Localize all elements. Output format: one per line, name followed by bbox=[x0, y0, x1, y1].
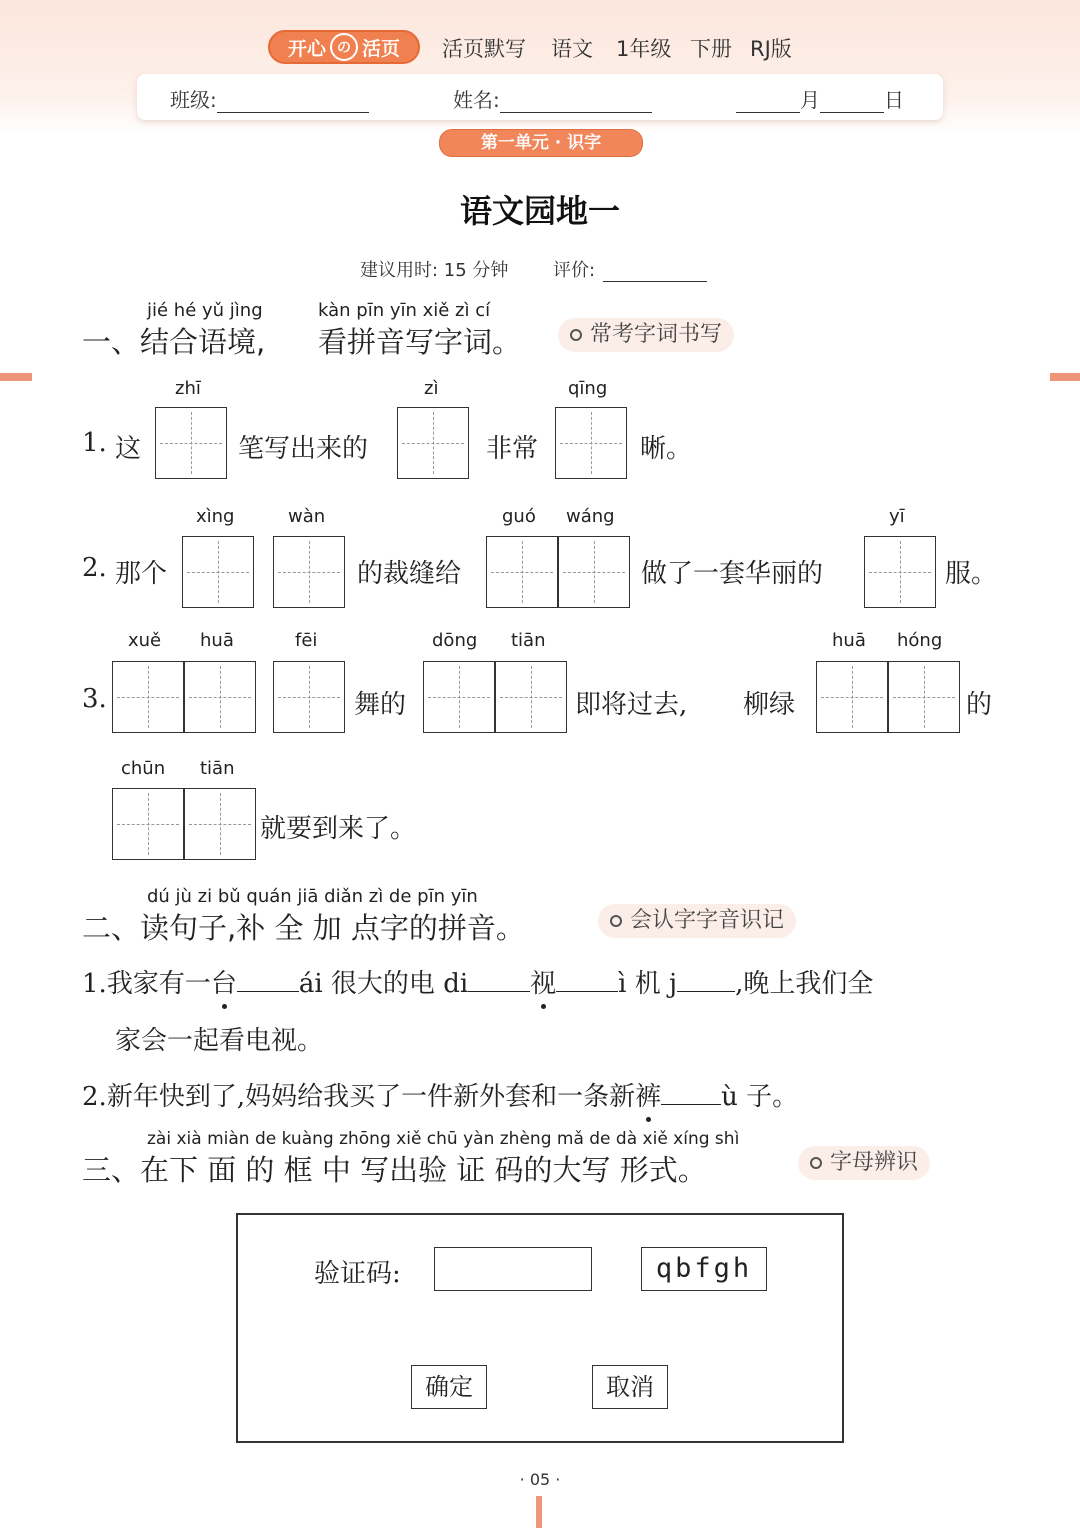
tianzige-box[interactable] bbox=[155, 407, 227, 479]
class-blank[interactable] bbox=[217, 90, 369, 113]
tianzige-box[interactable] bbox=[273, 661, 345, 733]
q2-text: 的裁缝给 bbox=[357, 559, 462, 589]
tag-dot-icon bbox=[610, 915, 622, 927]
q1-text: 这 bbox=[115, 434, 142, 464]
q3-text: 即将过去, bbox=[575, 690, 688, 720]
tianzige-box[interactable] bbox=[423, 661, 495, 733]
captcha-code: qbfgh bbox=[641, 1247, 767, 1291]
confirm-button[interactable]: 确定 bbox=[411, 1365, 487, 1409]
captcha-input[interactable] bbox=[434, 1247, 592, 1291]
section2-heading-pinyin: dú jù zi bǔ quán jiā diǎn zì de pīn yīn bbox=[147, 886, 478, 907]
section2-tag-label: 会认字字音识记 bbox=[630, 908, 785, 933]
name-label: 姓名: bbox=[453, 88, 500, 112]
q1-number: 1. bbox=[82, 428, 107, 458]
q3-text: 的 bbox=[966, 690, 993, 720]
dotted-char: 视 bbox=[530, 969, 557, 999]
s2-q2-line bbox=[82, 1076, 798, 1113]
edition: RJ版 bbox=[750, 37, 792, 61]
rating-label: 评价: bbox=[553, 260, 596, 281]
tianzige-box[interactable] bbox=[888, 661, 960, 733]
q2-number: 2. bbox=[82, 553, 107, 583]
class-label: 班级: bbox=[170, 88, 217, 112]
s2-q1-line2: 家会一起看电视。 bbox=[115, 1026, 324, 1056]
pinyin-label: fēi bbox=[295, 630, 318, 651]
tianzige-box[interactable] bbox=[555, 407, 627, 479]
tianzige-box[interactable] bbox=[816, 661, 888, 733]
q3-number: 3. bbox=[82, 684, 107, 714]
section3-heading-pinyin: zài xià miàn de kuàng zhōng xiě chū yàn zhèng mǎ de dà xiě xíng shì bbox=[147, 1129, 740, 1149]
pinyin-label: zhī bbox=[175, 378, 201, 399]
tianzige-box[interactable] bbox=[486, 536, 558, 608]
section3-heading: 三、在下 面 的 框 中 写出验 证 码的大写 形式。 bbox=[82, 1153, 707, 1187]
q2-text: 那个 bbox=[115, 559, 168, 589]
q1-text: 非常 bbox=[486, 434, 539, 464]
unit-badge: 第一单元 · 识字 bbox=[439, 129, 643, 157]
day-blank[interactable] bbox=[820, 90, 884, 113]
page-title: 语文园地一 bbox=[459, 192, 620, 230]
pinyin-blank[interactable] bbox=[661, 1080, 721, 1105]
pinyin-label: xìng bbox=[196, 506, 235, 527]
captcha-label: 验证码: bbox=[314, 1259, 401, 1289]
pinyin-label: zì bbox=[424, 378, 439, 399]
class-field bbox=[170, 84, 369, 113]
name-blank[interactable] bbox=[500, 90, 652, 113]
pinyin-label: guó bbox=[502, 506, 536, 527]
tag-dot-icon bbox=[810, 1157, 822, 1169]
pinyin-blank[interactable] bbox=[556, 967, 618, 992]
q3-text: 就要到来了。 bbox=[260, 814, 417, 844]
right-margin-mark bbox=[1050, 373, 1080, 381]
q3-text: 柳绿 bbox=[743, 690, 796, 720]
pinyin-label: yī bbox=[889, 506, 905, 527]
q3-text: 舞的 bbox=[354, 690, 407, 720]
logo-middle-icon: の bbox=[330, 33, 358, 61]
pinyin-label: qīng bbox=[568, 378, 608, 399]
pinyin-blank[interactable] bbox=[237, 967, 299, 992]
dotted-char: 台 bbox=[210, 969, 237, 999]
rating-field bbox=[553, 256, 707, 282]
section3-tag-label: 字母辨识 bbox=[830, 1150, 919, 1175]
s2-q1-number: 1. bbox=[82, 969, 107, 999]
section1-heading-pinyin-a: jié hé yǔ jìng bbox=[147, 300, 263, 321]
s2-q1-line1 bbox=[82, 963, 873, 1000]
month-label: 月 bbox=[800, 88, 820, 112]
tianzige-box[interactable] bbox=[273, 536, 345, 608]
brand-logo bbox=[268, 30, 420, 64]
s2-q2-text: 新年快到了,妈妈给我买了一件新外套和一条新 bbox=[106, 1082, 636, 1112]
page-number: · 05 · bbox=[519, 1470, 561, 1489]
s2-q1-text: ái 很大的电 di bbox=[298, 969, 469, 999]
pinyin-label: hóng bbox=[897, 630, 943, 651]
s2-q1-text: ì 机 j bbox=[618, 969, 678, 999]
pinyin-blank[interactable] bbox=[677, 967, 735, 992]
month-blank[interactable] bbox=[736, 90, 800, 113]
left-margin-mark bbox=[0, 373, 32, 381]
pinyin-label: tiān bbox=[511, 630, 546, 651]
day-label: 日 bbox=[884, 88, 904, 112]
name-field bbox=[453, 84, 652, 113]
tianzige-box[interactable] bbox=[112, 661, 184, 733]
section1-heading-b: 看拼音写字词。 bbox=[318, 325, 522, 359]
suggested-time: 建议用时: 15 分钟 bbox=[360, 260, 509, 281]
q1-text: 笔写出来的 bbox=[238, 434, 369, 464]
section1-heading-pinyin-b: kàn pīn yīn xiě zì cí bbox=[318, 300, 491, 321]
tianzige-box[interactable] bbox=[184, 788, 256, 860]
s2-q1-text: 我家有一 bbox=[106, 969, 211, 999]
section2-heading: 二、读句子,补 全 加 点字的拼音。 bbox=[82, 911, 525, 945]
logo-right-text: 活页 bbox=[362, 37, 401, 60]
pinyin-label: wáng bbox=[566, 506, 615, 527]
pinyin-label: huā bbox=[832, 630, 866, 651]
q2-text: 做了一套华丽的 bbox=[641, 559, 824, 589]
tianzige-box[interactable] bbox=[558, 536, 630, 608]
section1-tag-label: 常考字词书写 bbox=[590, 322, 723, 347]
series-name: 活页默写 bbox=[442, 37, 526, 61]
section1-tag bbox=[558, 318, 734, 352]
grade: 1年级 bbox=[616, 37, 672, 61]
tianzige-box[interactable] bbox=[864, 536, 936, 608]
pinyin-label: dōng bbox=[432, 630, 478, 651]
tianzige-box[interactable] bbox=[495, 661, 567, 733]
subject: 语文 bbox=[551, 37, 593, 61]
footer-mark bbox=[536, 1496, 542, 1528]
dotted-char: 裤 bbox=[635, 1082, 662, 1112]
tianzige-box[interactable] bbox=[184, 661, 256, 733]
pinyin-blank[interactable] bbox=[468, 967, 530, 992]
tag-dot-icon bbox=[570, 329, 582, 341]
s2-q1-text: ,晚上我们全 bbox=[735, 969, 874, 999]
tianzige-box[interactable] bbox=[112, 788, 184, 860]
volume: 下册 bbox=[690, 37, 732, 61]
pinyin-label: tiān bbox=[200, 758, 235, 779]
q2-text: 服。 bbox=[945, 559, 998, 589]
pinyin-label: wàn bbox=[288, 506, 326, 527]
tianzige-box[interactable] bbox=[182, 536, 254, 608]
s2-q2-number: 2. bbox=[82, 1082, 107, 1112]
rating-blank[interactable] bbox=[603, 259, 707, 282]
q1-text: 晰。 bbox=[640, 434, 693, 464]
section2-tag bbox=[598, 904, 796, 938]
pinyin-label: huā bbox=[200, 630, 234, 651]
brand-watermark bbox=[0, 1448, 300, 1528]
cancel-button[interactable]: 取消 bbox=[592, 1365, 668, 1409]
section3-tag bbox=[798, 1146, 930, 1180]
logo-left-text: 开心 bbox=[287, 37, 326, 60]
pinyin-label: chūn bbox=[121, 758, 166, 779]
date-field bbox=[736, 84, 904, 113]
section1-heading-a: 一、结合语境, bbox=[82, 325, 266, 359]
pinyin-label: xuě bbox=[128, 630, 162, 651]
s2-q2-text: ù 子。 bbox=[721, 1082, 799, 1112]
tianzige-box[interactable] bbox=[397, 407, 469, 479]
